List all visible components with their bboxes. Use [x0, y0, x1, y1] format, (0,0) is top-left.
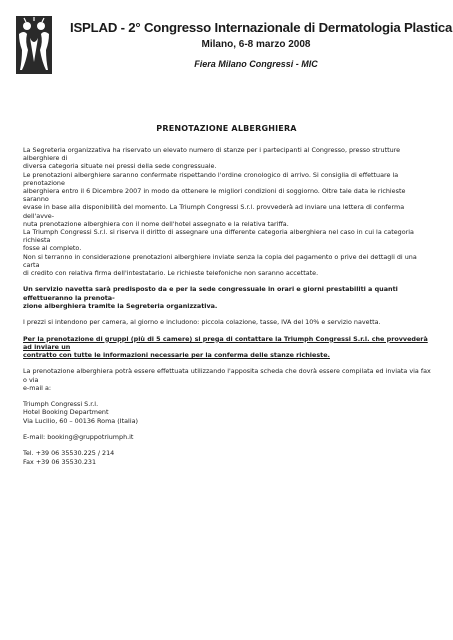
intro-line: La Triumph Congressi S.r.l. si riserva il diritto di assegnare una differente categoria alberghiera nel caso in cui la categoria richiesta — [23, 228, 414, 245]
shuttle-line: Un servizio navetta sarà predisposto da e per la sede congressuale in orari e giorni prestabiliti a quanti effettueranno la prenota- — [23, 285, 398, 302]
form-line: La prenotazione alberghiera potrà essere effettuata utilizzando l'apposita scheda che dovrà essere compilata ed inviata via fax o via — [23, 367, 431, 384]
intro-line: di credito con relativa firma dell'intestatario. Le richieste telefoniche non saranno accettate. — [23, 269, 319, 278]
address-line: Triumph Congressi S.r.l. — [23, 400, 99, 409]
congress-title: ISPLAD - 2° Congresso Internazionale di Dermatologia Plastica — [70, 20, 453, 35]
intro-line: Non si terranno in considerazione prenotazioni alberghiere inviate senza la copia del pagamento o prive dei dettagli di una carta — [23, 252, 417, 269]
section-title: PRENOTAZIONE ALBERGHIERA — [156, 124, 297, 133]
form-line: e-mail a: — [23, 383, 52, 392]
groups-line: Per la prenotazione di gruppi (più di 5 camere) si prega di contattare la Triumph Congressi S.r.l. che provvederà ad inviare un — [23, 334, 428, 351]
fax-line: Fax +39 06 35530.231 — [23, 457, 97, 466]
address-line: Via Lucilio, 60 – 00136 Roma (Italia) — [23, 416, 139, 425]
congress-logo-icon — [16, 16, 52, 74]
phone-line: Tel. +39 06 35530.225 / 214 — [23, 449, 115, 458]
email-line: E-mail: booking@gruppotriumph.it — [23, 433, 134, 442]
congress-dates: Milano, 6-8 marzo 2008 — [201, 39, 311, 50]
intro-line: evase in base alla disponibilità del momento. La Triumph Congressi S.r.l. provvederà ad inviare una lettera di conferma dell'avve- — [23, 203, 405, 220]
congress-logo — [16, 16, 52, 74]
congress-venue: Fiera Milano Congressi - MIC — [194, 59, 318, 69]
body-text — [23, 146, 433, 466]
address-line: Hotel Booking Department — [23, 408, 109, 417]
intro-line: La Segreteria organizzativa ha riservato un elevato numero di stanze per i partecipanti al Congresso, presso strutture alberghiere di — [23, 146, 401, 163]
intro-line: diversa categoria situate nei pressi della sede congressuale. — [23, 162, 217, 171]
shuttle-line: zione alberghiera tramite la Segreteria organizzativa. — [23, 301, 218, 310]
groups-line: contratto con tutte le informazioni necessarie per la conferma delle stanze richieste. — [23, 351, 330, 360]
prices-line: I prezzi si intendono per camera, al giorno e includono: piccola colazione, tasse, IVA del 10% e servizio navetta. — [23, 318, 381, 327]
intro-line: Le prenotazioni alberghiere saranno confermate rispettando l'ordine cronologico di arrivo. Si consiglia di effettuare la prenotazione — [23, 170, 399, 187]
intro-line: fosse al completo. — [23, 244, 82, 253]
intro-line: nuta prenotazione alberghiera con il nome dell'hotel assegnato e la relativa tariffa. — [23, 219, 289, 228]
intro-line: alberghiera entro il 6 Dicembre 2007 in modo da ottenere le migliori condizioni di soggiorno. Oltre tale data le richieste saranno — [23, 187, 406, 204]
